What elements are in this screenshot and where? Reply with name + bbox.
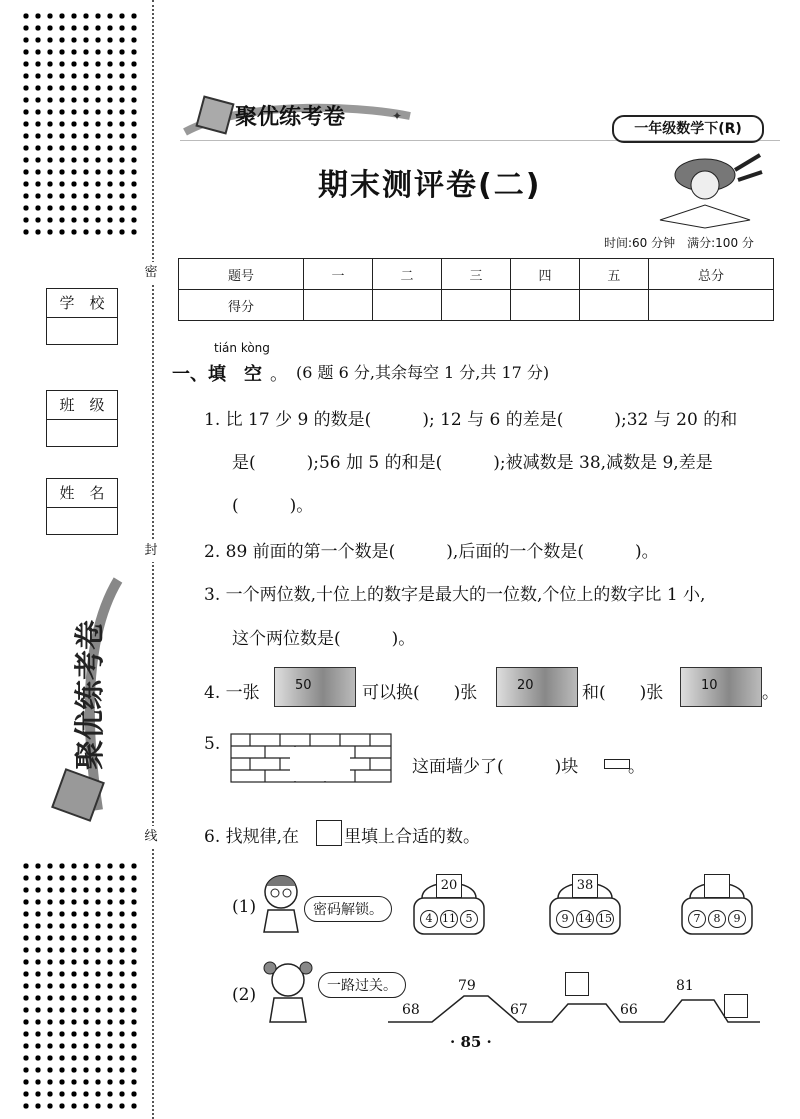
section-heading [172, 360, 288, 386]
road-number: 81 [676, 978, 694, 994]
score-header-cell: 题号 [179, 259, 304, 290]
basket-number: 14 [576, 910, 594, 928]
name-label: 姓 名 [47, 479, 117, 508]
reading-girl-illustration [650, 150, 765, 230]
section-note: (6 题 6 分,其余每空 1 分,共 17 分) [296, 363, 550, 382]
basket-number: 15 [596, 910, 614, 928]
class-label: 班 级 [47, 391, 117, 420]
time-info: 时间:60 分钟 满分:100 分 [604, 236, 754, 250]
dot-pattern-top [20, 10, 140, 240]
question-4-end: 。 [762, 683, 779, 703]
basket-number: 7 [688, 910, 706, 928]
brand-text: 聚优练考卷 [235, 105, 346, 130]
score-input-cell[interactable] [648, 290, 773, 321]
speech-bubble-1: 密码解锁。 [304, 896, 392, 922]
basket-2 [548, 868, 622, 936]
name-field[interactable] [47, 508, 117, 534]
road-number: 66 [620, 1002, 638, 1018]
dot-pattern-bottom [20, 860, 140, 1110]
grade-badge: 一年级数学下(R) [612, 115, 764, 143]
question-3-line-2: 这个两位数是( )。 [232, 629, 416, 649]
name-box [46, 478, 118, 535]
basket-top-box[interactable]: 38 [572, 874, 598, 898]
road-number: 68 [402, 1002, 420, 1018]
cube-icon [197, 97, 234, 134]
road-answer-box-1[interactable] [565, 972, 589, 996]
side-brand-text: 聚优练考卷 [73, 620, 108, 770]
score-input-cell[interactable] [579, 290, 648, 321]
basket-3 [680, 868, 754, 936]
part-1-label: (1) [232, 897, 257, 917]
girl-illustration [262, 958, 314, 1024]
question-6-start: 6. 找规律,在 [204, 827, 300, 847]
banknote-20 [496, 667, 578, 707]
sparkle-icon: ✦ [392, 109, 403, 123]
class-box [46, 390, 118, 447]
answer-box-icon [316, 820, 342, 846]
score-header-cell: 三 [441, 259, 510, 290]
banknote-10 [680, 667, 762, 707]
score-header-cell: 五 [579, 259, 648, 290]
score-label-cell: 得分 [179, 290, 304, 321]
score-table [178, 258, 774, 321]
school-field[interactable] [47, 318, 117, 344]
seal-mark-xian: 线 [140, 826, 162, 848]
question-4-mid2: 和( )张 [582, 683, 664, 703]
score-header-cell: 二 [372, 259, 441, 290]
section-pinyin: tián kòng [214, 341, 270, 355]
brick-wall [230, 733, 392, 783]
question-4-mid: 可以换( )张 [362, 683, 478, 703]
score-input-cell[interactable] [510, 290, 579, 321]
boy-illustration [258, 872, 304, 934]
school-label: 学 校 [47, 289, 117, 318]
question-5-number: 5. [204, 734, 221, 754]
question-6-end: 里填上合适的数。 [344, 827, 480, 847]
side-brand-logo [28, 570, 138, 830]
question-2: 2. 89 前面的第一个数是( ),后面的一个数是( )。 [204, 542, 659, 562]
question-4-start: 4. 一张 [204, 683, 260, 703]
banknote-value: 10 [701, 678, 718, 693]
basket-top-box[interactable]: 20 [436, 874, 462, 898]
score-header-cell: 一 [304, 259, 373, 290]
road-number: 67 [510, 1002, 528, 1018]
basket-1 [412, 868, 486, 936]
banknote-50 [274, 667, 356, 707]
score-input-cell[interactable] [441, 290, 510, 321]
road-number: 79 [458, 978, 476, 994]
basket-number: 11 [440, 910, 458, 928]
question-1-line-3: ( )。 [232, 496, 314, 516]
brick-icon [604, 759, 630, 769]
road-answer-box-2[interactable] [724, 994, 748, 1018]
question-1-line-1: 1. 比 17 少 9 的数是( ); 12 与 6 的差是( );32 与 20 的和 [204, 410, 738, 430]
score-header-cell: 四 [510, 259, 579, 290]
basket-number: 9 [728, 910, 746, 928]
banknote-value: 20 [517, 678, 534, 693]
class-field[interactable] [47, 420, 117, 446]
score-header-cell: 总分 [648, 259, 773, 290]
brand-logo [180, 92, 420, 142]
score-input-cell[interactable] [304, 290, 373, 321]
section-heading-dot: 。 [270, 364, 288, 385]
question-3-line-1: 3. 一个两位数,十位上的数字是最大的一位数,个位上的数字比 1 小, [204, 585, 706, 605]
basket-top-box[interactable] [704, 874, 730, 898]
question-1-line-2: 是( );56 加 5 的和是( );被减数是 38,减数是 9,差是 [232, 453, 713, 473]
seal-mark-feng: 封 [140, 540, 162, 562]
score-input-cell[interactable] [372, 290, 441, 321]
page-title: 期末测评卷(二) [318, 168, 542, 203]
score-header-row [179, 259, 774, 290]
basket-number: 5 [460, 910, 478, 928]
question-5-text: 这面墙少了( )块 [412, 757, 579, 777]
score-value-row [179, 290, 774, 321]
section-heading-text: 一、填 空 [172, 364, 262, 385]
school-box [46, 288, 118, 345]
banknote-value: 50 [295, 678, 312, 693]
basket-number: 8 [708, 910, 726, 928]
part-2-label: (2) [232, 985, 257, 1005]
page-number: · 85 · [450, 1033, 492, 1051]
seal-mark-mi: 密 [140, 262, 162, 284]
question-5-end: 。 [628, 757, 645, 777]
basket-number: 4 [420, 910, 438, 928]
basket-number: 9 [556, 910, 574, 928]
speech-bubble-2: 一路过关。 [318, 972, 406, 998]
